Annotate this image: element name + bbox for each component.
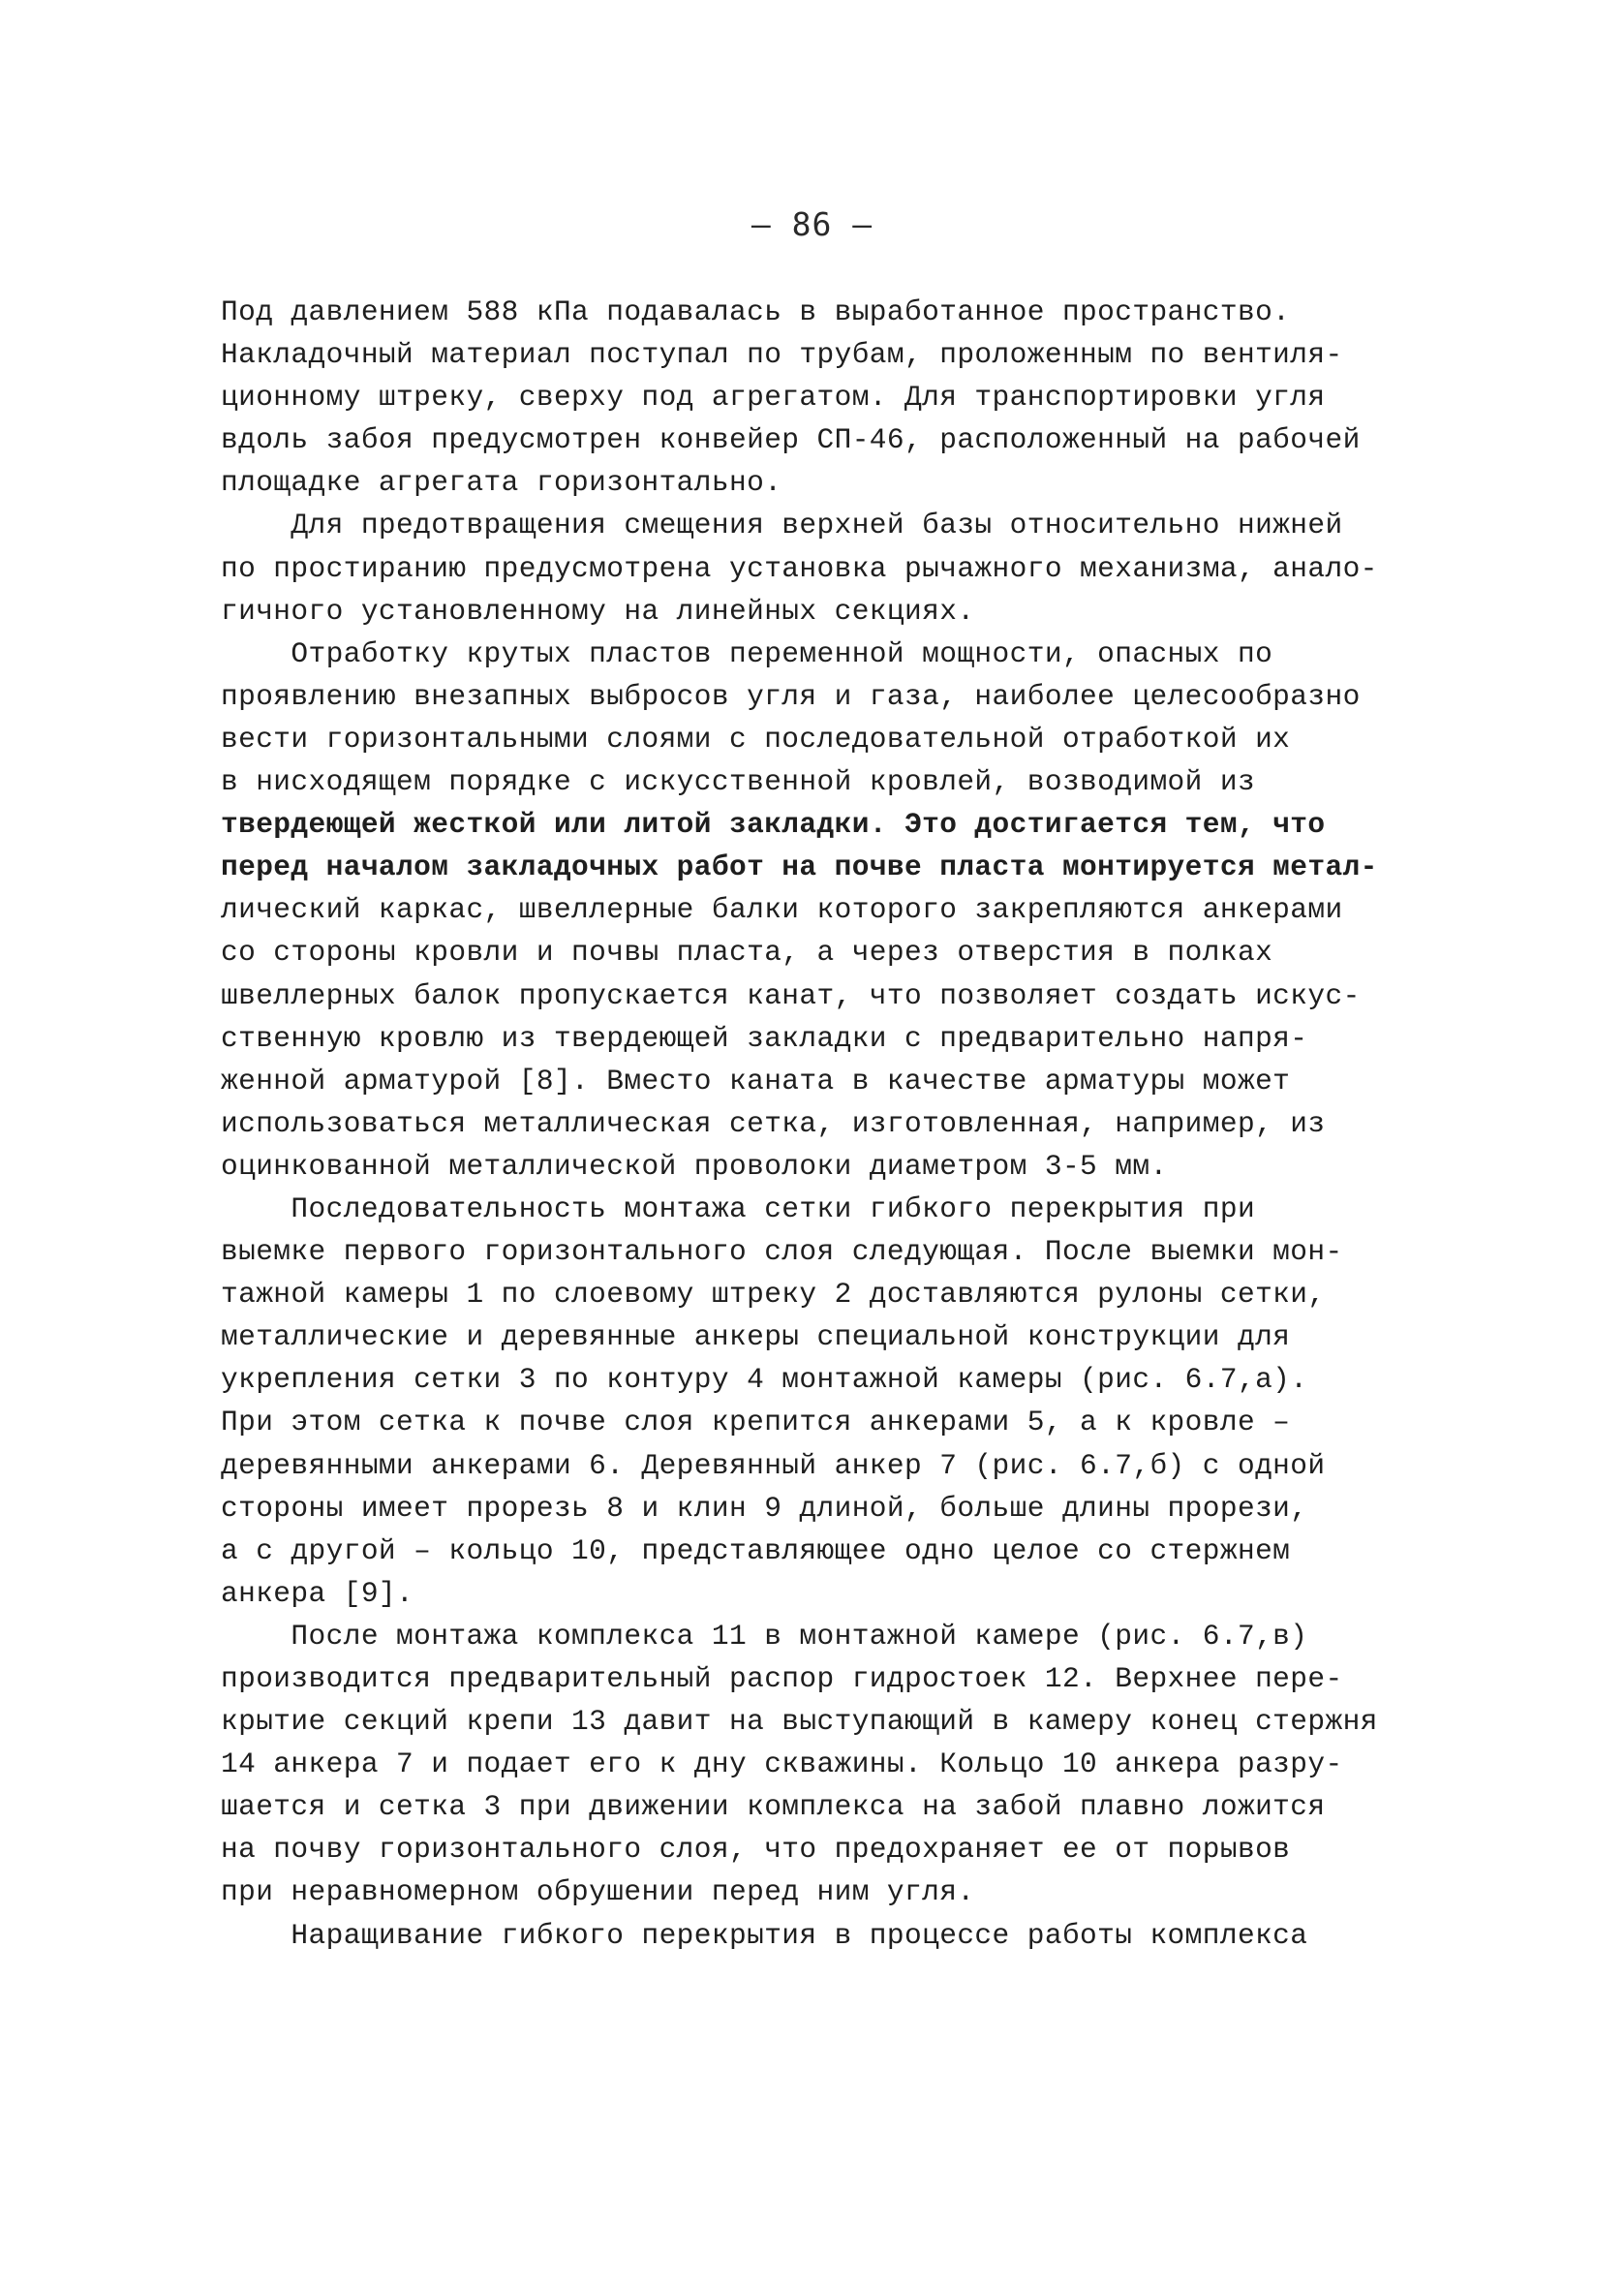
text-line: при неравномерном обрушении перед ним угля.: [221, 1875, 975, 1909]
text-line: После монтажа комплекса 11 в монтажной камере (рис. 6.7,в): [221, 1619, 1308, 1653]
text-line: использоваться металлическая сетка, изготовленная, например, из: [221, 1106, 1326, 1140]
paragraph-3: [221, 633, 1431, 1188]
text-line: перед началом закладочных работ на почве пласта монтируется метал-: [221, 850, 1378, 884]
text-line: оцинкованной металлической проволоки диаметром 3-5 мм.: [221, 1149, 1168, 1183]
paragraph-2: [221, 504, 1431, 632]
text-line: со стороны кровли и почвы пласта, а через отверстия в полках: [221, 936, 1273, 970]
text-line: крытие секций крепи 13 давит на выступающий в камеру конец стержня: [221, 1705, 1378, 1739]
body-text: [221, 291, 1431, 1957]
text-line: по простиранию предусмотрена установка рычажного механизма, анало-: [221, 551, 1378, 585]
text-line: на почву горизонтального слоя, что предохраняет ее от порывов: [221, 1833, 1291, 1867]
paragraph-4: [221, 1188, 1431, 1615]
text-line: шается и сетка 3 при движении комплекса на забой плавно ложится: [221, 1790, 1326, 1824]
text-line: металлические и деревянные анкеры специальной конструкции для: [221, 1320, 1291, 1354]
text-line: швеллерных балок пропускается канат, что позволяет создать искус-: [221, 978, 1361, 1012]
text-line: ционному штреку, сверху под агрегатом. Для транспортировки угля: [221, 381, 1326, 415]
text-line: площадке агрегата горизонтально.: [221, 466, 782, 500]
text-line: выемке первого горизонтального слоя следующая. После выемки мон-: [221, 1235, 1343, 1269]
text-line: лический каркас, швеллерные балки которого закрепляются анкерами: [221, 893, 1343, 927]
text-line: анкера [9].: [221, 1576, 414, 1610]
text-line: Последовательность монтажа сетки гибкого перекрытия при: [221, 1191, 1256, 1225]
text-line: гичного установленному на линейных секциях.: [221, 594, 975, 628]
text-line: Наращивание гибкого перекрытия в процессе работы комплекса: [221, 1918, 1308, 1952]
text-line: тажной камеры 1 по слоевому штреку 2 доставляются рулоны сетки,: [221, 1278, 1326, 1312]
text-line: проявлению внезапных выбросов угля и газа, наиболее целесообразно: [221, 679, 1361, 713]
text-line: укрепления сетки 3 по контуру 4 монтажной камеры (рис. 6.7,а).: [221, 1363, 1308, 1397]
text-line: стороны имеет прорезь 8 и клин 9 длиной, больше длины прорези,: [221, 1491, 1308, 1525]
text-line: 14 анкера 7 и подает его к дну скважины. Кольцо 10 анкера разру-: [221, 1747, 1343, 1781]
paragraph-5: [221, 1615, 1431, 1914]
text-line: в нисходящем порядке с искусственной кровлей, возводимой из: [221, 765, 1256, 799]
text-line: Для предотвращения смещения верхней базы относительно нижней: [221, 509, 1343, 542]
text-line: а с другой – кольцо 10, представляющее одно целое со стержнем: [221, 1533, 1291, 1567]
text-line: женной арматурой [8]. Вместо каната в качестве арматуры может: [221, 1064, 1291, 1098]
text-line: деревянными анкерами 6. Деревянный анкер 7 (рис. 6.7,б) с одной: [221, 1448, 1326, 1482]
text-line: Накладочный материал поступал по трубам, проложенным по вентиля-: [221, 338, 1343, 372]
text-line: вести горизонтальными слоями с последовательной отработкой их: [221, 722, 1291, 756]
page-number: – 86 –: [751, 205, 873, 243]
text-line: При этом сетка к почве слоя крепится анкерами 5, а к кровле –: [221, 1406, 1291, 1439]
text-line: вдоль забоя предусмотрен конвейер СП-46, расположенный на рабочей: [221, 423, 1361, 457]
paragraph-6: [221, 1914, 1431, 1957]
text-line: производится предварительный распор гидростоек 12. Верхнее пере-: [221, 1662, 1343, 1695]
text-line: Под давлением 588 кПа подавалась в выработанное пространство.: [221, 295, 1291, 328]
text-line: ственную кровлю из твердеющей закладки с предварительно напря-: [221, 1021, 1308, 1055]
paragraph-1: [221, 291, 1431, 504]
text-line: твердеющей жесткой или литой закладки. Это достигается тем, что: [221, 808, 1326, 842]
text-line: Отработку крутых пластов переменной мощности, опасных по: [221, 636, 1273, 670]
